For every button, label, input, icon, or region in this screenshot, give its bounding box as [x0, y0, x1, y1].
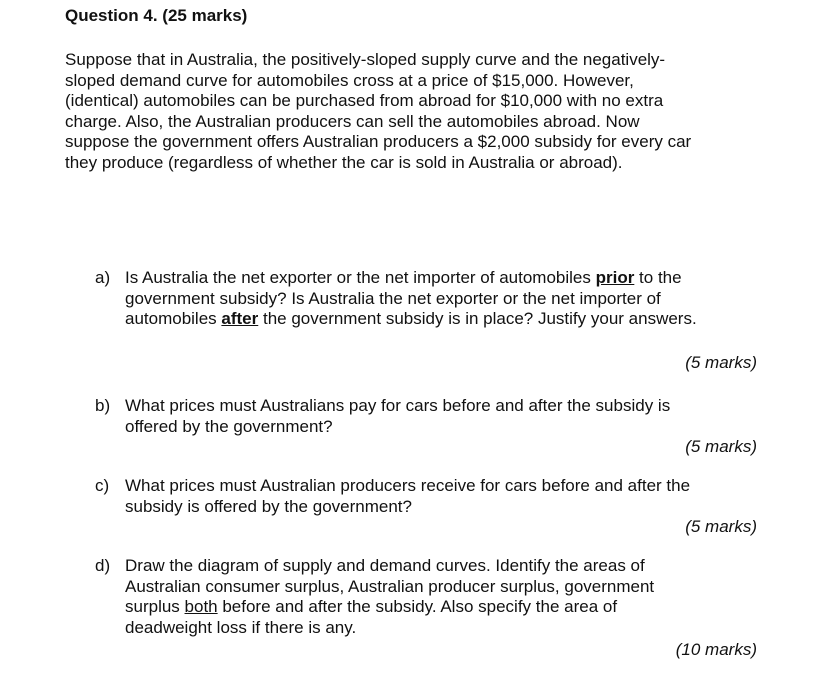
- intro-line: sloped demand curve for automobiles cross at a price of $15,000. However,: [65, 70, 634, 90]
- part-c-text: [125, 476, 690, 517]
- part-d-line-2: Australian consumer surplus, Australian producer surplus, government: [125, 576, 655, 596]
- intro-line: suppose the government offers Australian producers a $2,000 subsidy for every car: [65, 132, 692, 151]
- question-intro: [65, 50, 765, 173]
- part-d-l3-post: before and after the subsidy. Also specify the area of: [217, 597, 618, 616]
- part-b-text: [125, 396, 670, 437]
- intro-line: Suppose that in Australia, the positively-sloped supply curve and the negatively-: [65, 50, 666, 69]
- part-a-l3-post: the government subsidy is in place? Justify your answers.: [258, 309, 697, 328]
- part-a-l3-pre: automobiles: [125, 309, 222, 328]
- part-a-emph-after: after: [221, 309, 259, 328]
- intro-line: they produce (regardless of whether the car is sold in Australia or abroad).: [65, 152, 623, 172]
- part-c-marks: (5 marks): [685, 517, 757, 536]
- part-b-marks: (5 marks): [685, 437, 757, 456]
- part-a-l1-pre: Is Australia the net exporter or the net importer of automobiles: [125, 268, 596, 287]
- intro-line: charge. Also, the Australian producers can sell the automobiles abroad. Now: [65, 111, 640, 131]
- part-d-text: [125, 556, 654, 638]
- part-a-line-1: [125, 268, 697, 289]
- intro-line: (identical) automobiles can be purchased from abroad for $10,000 with no extra: [65, 91, 664, 110]
- part-a-emph-prior: prior: [595, 268, 635, 287]
- part-d-marks: (10 marks): [675, 640, 757, 659]
- part-c-line-2: subsidy is offered by the government?: [125, 496, 412, 516]
- part-b-label: b): [95, 396, 111, 415]
- part-c-label: c): [95, 476, 110, 495]
- question-title: Question 4. (25 marks): [65, 6, 248, 25]
- part-d-l3-pre: surplus: [125, 597, 185, 616]
- part-b-line-2: offered by the government?: [125, 416, 333, 436]
- part-a-line-3: [125, 309, 697, 330]
- part-c-line-1: What prices must Australian producers receive for cars before and after the: [125, 476, 691, 495]
- part-d-emph-both: both: [184, 597, 218, 616]
- part-a-line-2: government subsidy? Is Australia the net exporter or the net importer of: [125, 288, 661, 308]
- part-d-label: d): [95, 556, 111, 575]
- part-a-text: [125, 268, 697, 330]
- part-d-line-1: Draw the diagram of supply and demand curves. Identify the areas of: [125, 556, 645, 575]
- part-a-l1-post: to the: [634, 268, 682, 287]
- part-b-line-1: What prices must Australians pay for cars before and after the subsidy is: [125, 396, 671, 415]
- part-a-label: a): [95, 268, 111, 287]
- part-a-marks: (5 marks): [685, 353, 757, 372]
- part-d-line-3: [125, 597, 654, 618]
- part-d-line-4: deadweight loss if there is any.: [125, 617, 357, 637]
